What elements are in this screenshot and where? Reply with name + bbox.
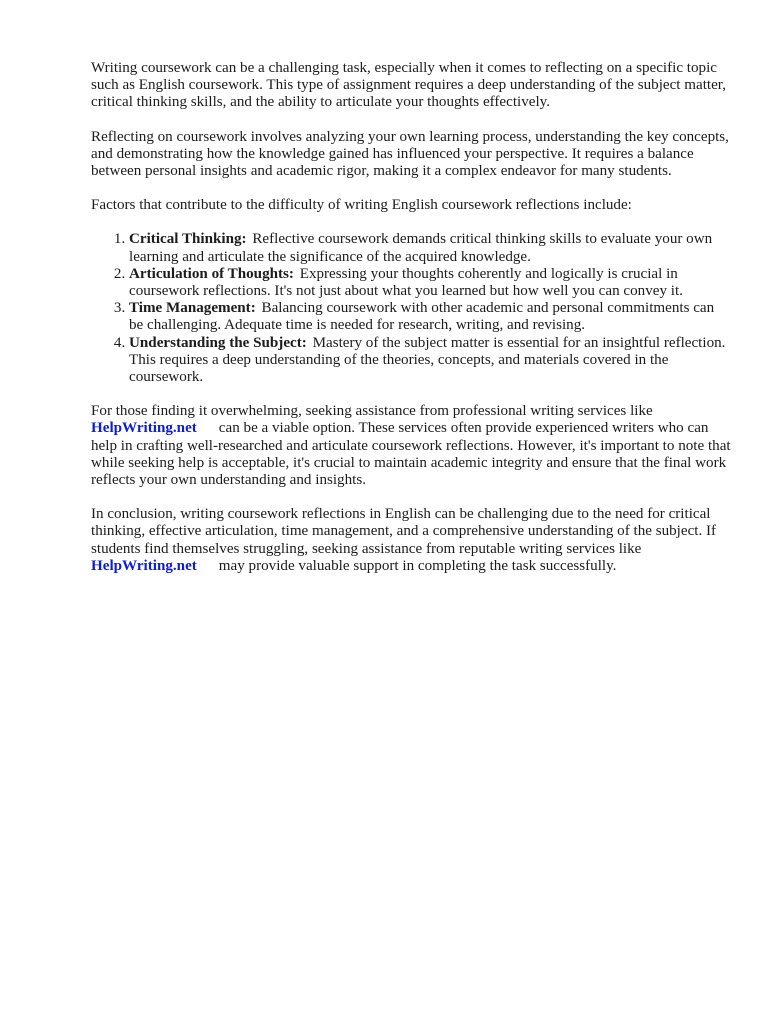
intro-paragraph: Writing coursework can be a challenging task, especially when it comes to reflecting on a specific topic such as English coursework. This type of assignment requires a deep understanding of the subject matter, critical thinking skills, and the ability to articulate your thoughts effectively. <box>91 60 726 111</box>
conclusion-text-before-link: In conclusion, writing coursework reflections in English can be challenging due to the need for critical thinking, effective articulation, time management, and a comprehensive understanding of the subject. If students find themselves struggling, seeking assistance from reputable writing services like <box>91 506 717 557</box>
assistance-paragraph <box>91 403 731 489</box>
helpwriting-link[interactable]: HelpWriting.net <box>91 557 197 574</box>
factor-term: Time Management: <box>129 300 256 317</box>
factor-text: Reflective coursework demands critical thinking skills to evaluate your own learning and articulate the significance of the acquired knowledge. <box>129 231 713 265</box>
factor-term: Understanding the Subject: <box>129 334 307 351</box>
factor-text: Mastery of the subject matter is essential for an insightful reflection. This requires a deep understanding of the theories, concepts, and materials covered in the coursework. <box>129 334 726 386</box>
factor-item-understanding-subject <box>129 335 731 387</box>
document-body <box>91 60 731 592</box>
factor-text: Expressing your thoughts coherently and logically is crucial in coursework reflections. It's not just about what you learned but how well you can convey it. <box>129 265 683 300</box>
conclusion-paragraph <box>91 506 731 575</box>
reflecting-paragraph: Reflecting on coursework involves analyzing your own learning process, understanding the key concepts, and demonstrating how the knowledge gained has influenced your perspective. It requires a balance between personal insights and academic rigor, making it a complex endeavor for many students. <box>91 128 729 180</box>
factor-item-critical-thinking <box>129 231 731 265</box>
assistance-text-after-link: can be a viable option. These services often provide experienced writers who can help in crafting well-researched and articulate coursework reflections. However, it's important to note that while seeking help is acceptable, it's crucial to maintain academic integrity and ensure that the final work reflects your own understanding and insights. <box>91 420 731 489</box>
factor-term: Critical Thinking: <box>129 231 247 248</box>
factor-item-articulation <box>129 266 731 300</box>
factors-lead-paragraph: Factors that contribute to the difficulty of writing English coursework reflections include: <box>91 197 632 214</box>
factor-term: Articulation of Thoughts: <box>129 265 294 282</box>
factor-item-time-management <box>129 300 731 334</box>
helpwriting-link[interactable]: HelpWriting.net <box>91 420 197 437</box>
factors-list <box>91 231 731 386</box>
factor-text: Balancing coursework with other academic and personal commitments can be challenging. Adequate time is needed for research, writing, and revising. <box>129 300 715 334</box>
assistance-text-before-link: For those finding it overwhelming, seeking assistance from professional writing services like <box>91 403 653 420</box>
conclusion-text-after-link: may provide valuable support in completing the task successfully. <box>218 557 617 574</box>
